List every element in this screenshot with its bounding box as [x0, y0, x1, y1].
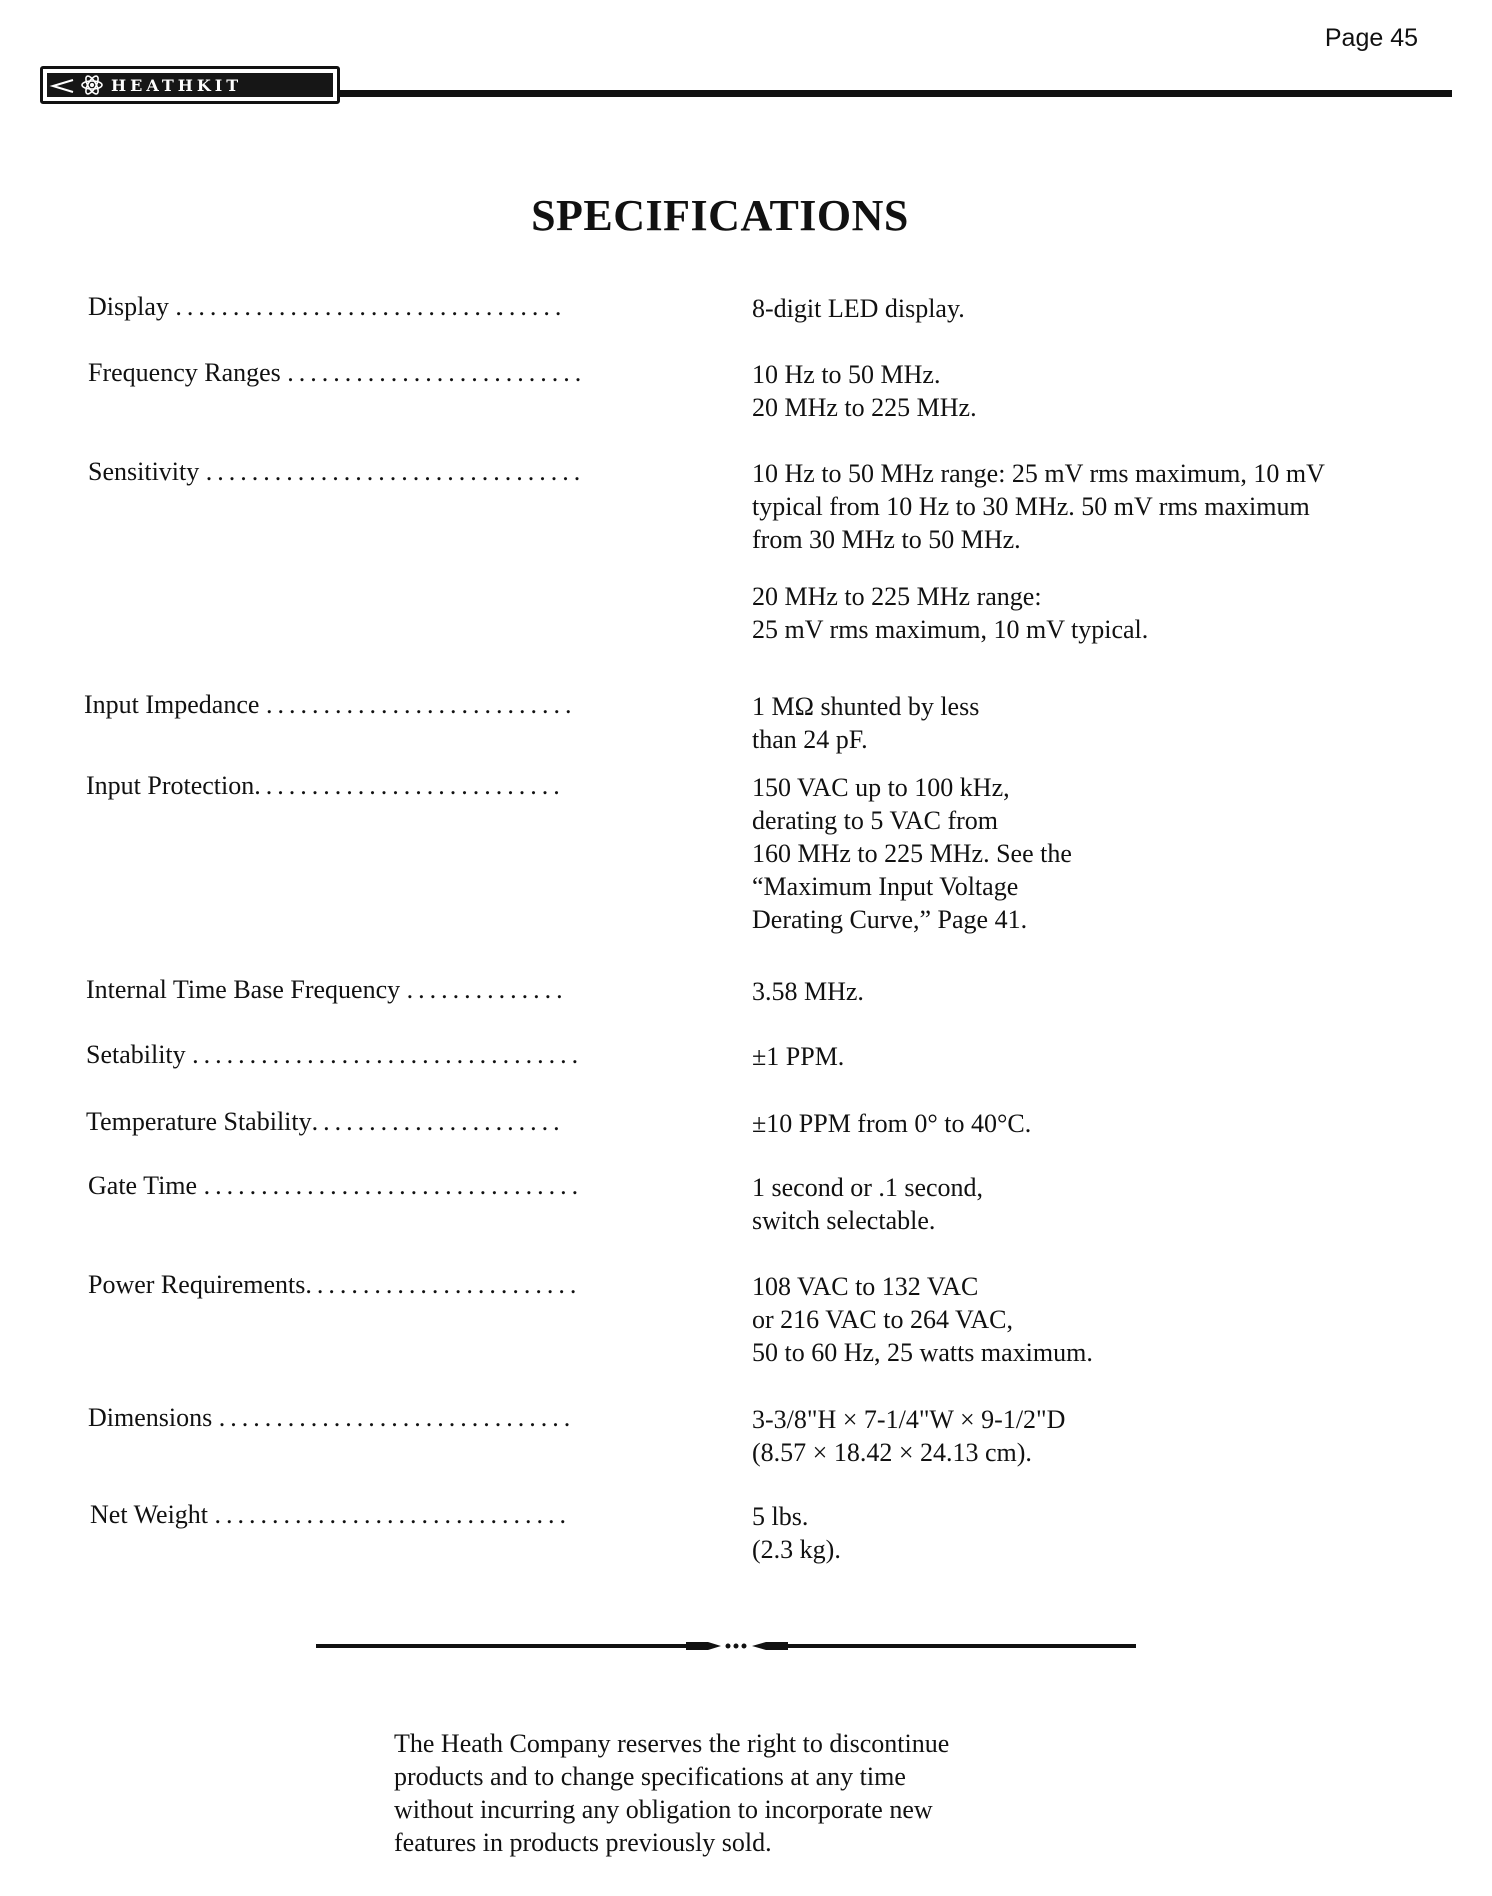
leader-dots: .................................. — [192, 1040, 584, 1069]
spec-value: 20 MHz to 225 MHz range: — [752, 582, 1042, 611]
leader-dots: .............. — [406, 975, 568, 1004]
leader-dots: ............................... — [218, 1403, 576, 1432]
spec-value: from 30 MHz to 50 MHz. — [752, 525, 1021, 554]
spec-value: 10 Hz to 50 MHz. — [752, 360, 941, 389]
spec-label: Gate Time — [88, 1171, 198, 1200]
leader-dots: ................................. — [203, 1171, 584, 1200]
disclaimer-line: features in products previously sold. — [394, 1828, 772, 1857]
leader-dots: ................................. — [205, 457, 586, 486]
leader-dots: .......................... — [287, 358, 587, 387]
leader-dots: ........................ — [305, 1270, 582, 1299]
heathkit-logo — [40, 66, 340, 104]
spec-label: Net Weight — [90, 1500, 209, 1529]
spec-value: ±1 PPM. — [752, 1042, 845, 1071]
leader-dots: ...................... — [311, 1107, 565, 1136]
section-divider — [316, 1636, 1136, 1656]
leader-dots: ............................... — [214, 1500, 572, 1529]
header-rule — [340, 90, 1452, 97]
spec-value: 150 VAC up to 100 kHz, — [752, 773, 1010, 802]
spec-label: Power Requirements — [88, 1270, 306, 1299]
spec-value: “Maximum Input Voltage — [752, 872, 1019, 901]
spec-value: typical from 10 Hz to 30 MHz. 50 mV rms maximum — [752, 492, 1310, 521]
spec-value: switch selectable. — [752, 1206, 936, 1235]
spec-label: Input Protection — [86, 771, 255, 800]
leader-dots: ........................... — [265, 690, 577, 719]
spec-value: 1 MΩ shunted by less — [752, 692, 980, 721]
spec-value: 160 MHz to 225 MHz. See the — [752, 839, 1072, 868]
spec-value: 50 to 60 Hz, 25 watts maximum. — [752, 1338, 1093, 1367]
page-number: Page 45 — [1324, 24, 1418, 52]
spec-value: 3-3/8"H × 7-1/4"W × 9-1/2"D — [752, 1405, 1066, 1434]
spec-label: Input Impedance — [84, 690, 260, 719]
spec-label: Display — [88, 292, 169, 321]
spec-value: Derating Curve,” Page 41. — [752, 905, 1028, 934]
spec-value: derating to 5 VAC from — [752, 806, 999, 835]
atom-icon — [77, 73, 107, 97]
arrow-icon — [47, 73, 77, 97]
spec-value: 10 Hz to 50 MHz range: 25 mV rms maximum, 10 mV — [752, 459, 1325, 488]
spec-value: (8.57 × 18.42 × 24.13 cm). — [752, 1438, 1032, 1467]
page-title: SPECIFICATIONS — [531, 191, 909, 240]
spec-value: 1 second or .1 second, — [752, 1173, 984, 1202]
disclaimer-line: products and to change specifications at any time — [394, 1762, 906, 1791]
spec-label: Frequency Ranges — [88, 358, 281, 387]
spec-value: 3.58 MHz. — [752, 977, 864, 1006]
spec-value: 8-digit LED display. — [752, 294, 965, 323]
leader-dots: .................................. — [175, 292, 567, 321]
leader-dots: ........................... — [254, 771, 565, 800]
spec-value: than 24 pF. — [752, 725, 868, 754]
brand-name: HEATHKIT — [111, 75, 243, 95]
disclaimer — [394, 1727, 1114, 1859]
spec-value: 108 VAC to 132 VAC — [752, 1272, 979, 1301]
spec-value: ±10 PPM from 0° to 40°C. — [752, 1109, 1032, 1138]
spec-value: 20 MHz to 225 MHz. — [752, 393, 977, 422]
spec-label: Sensitivity — [88, 457, 200, 486]
spec-label: Dimensions — [88, 1403, 213, 1432]
spec-value: 25 mV rms maximum, 10 mV typical. — [752, 615, 1149, 644]
disclaimer-line: The Heath Company reserves the right to discontinue — [394, 1729, 950, 1758]
spec-value: 5 lbs. — [752, 1502, 809, 1531]
disclaimer-line: without incurring any obligation to incorporate new — [394, 1795, 933, 1824]
spec-value: (2.3 kg). — [752, 1535, 841, 1564]
spec-value: or 216 VAC to 264 VAC, — [752, 1305, 1014, 1334]
spec-label: Internal Time Base Frequency — [86, 975, 401, 1004]
spec-label: Temperature Stability — [86, 1107, 312, 1136]
spec-label: Setability — [86, 1040, 186, 1069]
